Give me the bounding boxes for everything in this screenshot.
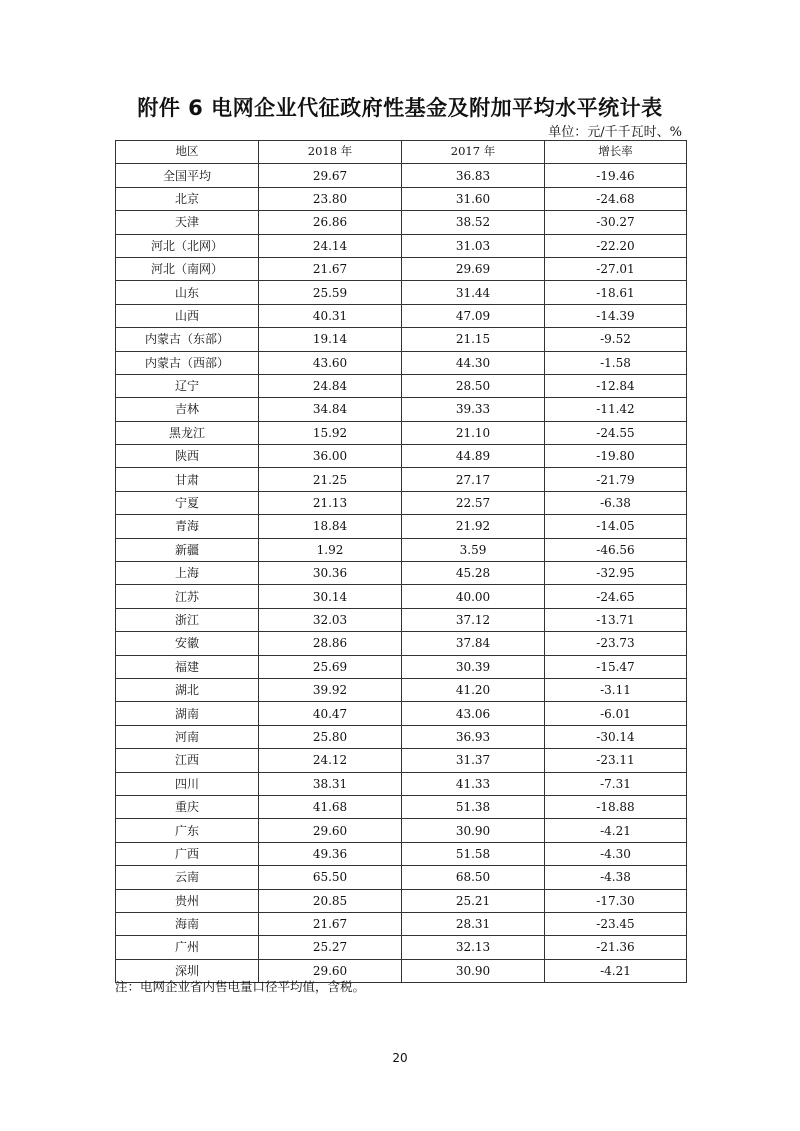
cell-2017: 38.52 <box>402 211 545 234</box>
cell-region: 黑龙江 <box>116 421 259 444</box>
header-2017: 2017 年 <box>402 141 545 164</box>
cell-2018: 40.47 <box>259 702 402 725</box>
cell-region: 安徽 <box>116 632 259 655</box>
cell-2018: 23.80 <box>259 187 402 210</box>
cell-2018: 20.85 <box>259 889 402 912</box>
cell-2017: 28.50 <box>402 374 545 397</box>
cell-2017: 51.58 <box>402 842 545 865</box>
cell-2018: 40.31 <box>259 304 402 327</box>
table-row <box>116 912 687 935</box>
cell-region: 云南 <box>116 866 259 889</box>
table-row <box>116 328 687 351</box>
cell-growth-rate: -14.05 <box>545 515 687 538</box>
table-row <box>116 468 687 491</box>
cell-growth-rate: -24.68 <box>545 187 687 210</box>
cell-2018: 21.13 <box>259 491 402 514</box>
cell-2017: 31.44 <box>402 281 545 304</box>
table-row <box>116 304 687 327</box>
cell-2017: 37.12 <box>402 608 545 631</box>
table-row <box>116 515 687 538</box>
cell-growth-rate: -13.71 <box>545 608 687 631</box>
cell-2017: 30.90 <box>402 959 545 982</box>
cell-2017: 32.13 <box>402 936 545 959</box>
table-row <box>116 562 687 585</box>
header-growth-rate: 增长率 <box>545 141 687 164</box>
cell-growth-rate: -4.21 <box>545 819 687 842</box>
cell-2017: 31.37 <box>402 749 545 772</box>
cell-growth-rate: -19.46 <box>545 164 687 187</box>
cell-growth-rate: -4.38 <box>545 866 687 889</box>
cell-region: 北京 <box>116 187 259 210</box>
cell-2017: 37.84 <box>402 632 545 655</box>
cell-region: 上海 <box>116 562 259 585</box>
cell-2017: 41.33 <box>402 772 545 795</box>
cell-2018: 15.92 <box>259 421 402 444</box>
cell-growth-rate: -27.01 <box>545 257 687 280</box>
cell-region: 海南 <box>116 912 259 935</box>
cell-2017: 44.30 <box>402 351 545 374</box>
cell-2017: 47.09 <box>402 304 545 327</box>
cell-region: 陕西 <box>116 445 259 468</box>
cell-2017: 40.00 <box>402 585 545 608</box>
cell-2018: 25.69 <box>259 655 402 678</box>
cell-region: 内蒙古（东部） <box>116 328 259 351</box>
cell-2017: 30.90 <box>402 819 545 842</box>
cell-growth-rate: -21.36 <box>545 936 687 959</box>
cell-growth-rate: -18.61 <box>545 281 687 304</box>
table-row <box>116 819 687 842</box>
cell-region: 辽宁 <box>116 374 259 397</box>
cell-2018: 36.00 <box>259 445 402 468</box>
cell-2017: 43.06 <box>402 702 545 725</box>
document-title: 附件 6 电网企业代征政府性基金及附加平均水平统计表 <box>137 96 663 120</box>
cell-growth-rate: -23.45 <box>545 912 687 935</box>
cell-region: 新疆 <box>116 538 259 561</box>
cell-growth-rate: -30.14 <box>545 725 687 748</box>
cell-growth-rate: -21.79 <box>545 468 687 491</box>
cell-2017: 51.38 <box>402 795 545 818</box>
table-row <box>116 445 687 468</box>
cell-growth-rate: -6.01 <box>545 702 687 725</box>
cell-2017: 30.39 <box>402 655 545 678</box>
table-row <box>116 164 687 187</box>
cell-region: 吉林 <box>116 398 259 421</box>
cell-2018: 25.27 <box>259 936 402 959</box>
cell-2018: 29.60 <box>259 819 402 842</box>
cell-2018: 28.86 <box>259 632 402 655</box>
cell-2017: 68.50 <box>402 866 545 889</box>
cell-growth-rate: -12.84 <box>545 374 687 397</box>
cell-growth-rate: -6.38 <box>545 491 687 514</box>
cell-region: 浙江 <box>116 608 259 631</box>
cell-growth-rate: -1.58 <box>545 351 687 374</box>
cell-growth-rate: -4.30 <box>545 842 687 865</box>
cell-region: 天津 <box>116 211 259 234</box>
cell-2018: 21.67 <box>259 257 402 280</box>
cell-region: 贵州 <box>116 889 259 912</box>
header-region: 地区 <box>116 141 259 164</box>
cell-2017: 21.15 <box>402 328 545 351</box>
cell-growth-rate: -3.11 <box>545 678 687 701</box>
cell-region: 全国平均 <box>116 164 259 187</box>
cell-region: 湖北 <box>116 678 259 701</box>
cell-growth-rate: -9.52 <box>545 328 687 351</box>
cell-region: 四川 <box>116 772 259 795</box>
cell-2018: 19.14 <box>259 328 402 351</box>
footnote: 注：电网企业省内售电量口径平均值，含税。 <box>115 979 366 994</box>
cell-region: 山西 <box>116 304 259 327</box>
table-row <box>116 842 687 865</box>
page-number: 20 <box>392 1051 408 1065</box>
cell-region: 江西 <box>116 749 259 772</box>
cell-2018: 38.31 <box>259 772 402 795</box>
cell-region: 河北（北网） <box>116 234 259 257</box>
table-row <box>116 187 687 210</box>
cell-region: 宁夏 <box>116 491 259 514</box>
cell-2017: 28.31 <box>402 912 545 935</box>
table-row <box>116 491 687 514</box>
cell-2017: 39.33 <box>402 398 545 421</box>
cell-growth-rate: -11.42 <box>545 398 687 421</box>
cell-2017: 31.60 <box>402 187 545 210</box>
table-row <box>116 281 687 304</box>
cell-2017: 31.03 <box>402 234 545 257</box>
cell-growth-rate: -32.95 <box>545 562 687 585</box>
table-row <box>116 538 687 561</box>
cell-2018: 43.60 <box>259 351 402 374</box>
cell-2018: 32.03 <box>259 608 402 631</box>
cell-growth-rate: -24.55 <box>545 421 687 444</box>
cell-2017: 27.17 <box>402 468 545 491</box>
cell-2018: 18.84 <box>259 515 402 538</box>
table-row <box>116 725 687 748</box>
cell-2018: 21.67 <box>259 912 402 935</box>
table-row <box>116 585 687 608</box>
cell-region: 山东 <box>116 281 259 304</box>
cell-region: 江苏 <box>116 585 259 608</box>
table-row <box>116 234 687 257</box>
cell-2018: 39.92 <box>259 678 402 701</box>
cell-2017: 29.69 <box>402 257 545 280</box>
cell-2018: 24.14 <box>259 234 402 257</box>
table-body <box>116 164 687 983</box>
table-row <box>116 655 687 678</box>
cell-2018: 30.14 <box>259 585 402 608</box>
cell-growth-rate: -7.31 <box>545 772 687 795</box>
cell-2017: 44.89 <box>402 445 545 468</box>
cell-2017: 3.59 <box>402 538 545 561</box>
header-2018: 2018 年 <box>259 141 402 164</box>
cell-region: 河南 <box>116 725 259 748</box>
statistics-table <box>115 140 687 983</box>
cell-growth-rate: -19.80 <box>545 445 687 468</box>
table-row <box>116 351 687 374</box>
table-row <box>116 398 687 421</box>
table-row <box>116 795 687 818</box>
cell-growth-rate: -17.30 <box>545 889 687 912</box>
cell-2018: 41.68 <box>259 795 402 818</box>
cell-region: 河北（南网） <box>116 257 259 280</box>
cell-region: 深圳 <box>116 959 259 982</box>
cell-region: 广州 <box>116 936 259 959</box>
table-row <box>116 772 687 795</box>
cell-growth-rate: -22.20 <box>545 234 687 257</box>
cell-2018: 29.67 <box>259 164 402 187</box>
cell-growth-rate: -15.47 <box>545 655 687 678</box>
table-row <box>116 866 687 889</box>
cell-2018: 34.84 <box>259 398 402 421</box>
cell-2018: 26.86 <box>259 211 402 234</box>
cell-2018: 21.25 <box>259 468 402 491</box>
cell-2018: 30.36 <box>259 562 402 585</box>
cell-2018: 65.50 <box>259 866 402 889</box>
cell-2018: 25.80 <box>259 725 402 748</box>
cell-2017: 25.21 <box>402 889 545 912</box>
cell-growth-rate: -30.27 <box>545 211 687 234</box>
cell-growth-rate: -18.88 <box>545 795 687 818</box>
cell-growth-rate: -46.56 <box>545 538 687 561</box>
cell-region: 甘肃 <box>116 468 259 491</box>
cell-region: 重庆 <box>116 795 259 818</box>
cell-growth-rate: -4.21 <box>545 959 687 982</box>
table-row <box>116 632 687 655</box>
table-row <box>116 749 687 772</box>
table-row <box>116 608 687 631</box>
cell-growth-rate: -24.65 <box>545 585 687 608</box>
table-header-row <box>116 141 687 164</box>
cell-2018: 25.59 <box>259 281 402 304</box>
cell-2018: 49.36 <box>259 842 402 865</box>
cell-2017: 21.92 <box>402 515 545 538</box>
cell-region: 福建 <box>116 655 259 678</box>
cell-growth-rate: -23.73 <box>545 632 687 655</box>
cell-growth-rate: -14.39 <box>545 304 687 327</box>
cell-region: 内蒙古（西部） <box>116 351 259 374</box>
cell-2017: 22.57 <box>402 491 545 514</box>
cell-2017: 21.10 <box>402 421 545 444</box>
cell-region: 广西 <box>116 842 259 865</box>
unit-label: 单位：元/千千瓦时、% <box>548 125 682 140</box>
table-row <box>116 889 687 912</box>
table-row <box>116 374 687 397</box>
cell-2017: 41.20 <box>402 678 545 701</box>
cell-region: 湖南 <box>116 702 259 725</box>
cell-2017: 45.28 <box>402 562 545 585</box>
cell-2017: 36.83 <box>402 164 545 187</box>
cell-region: 广东 <box>116 819 259 842</box>
cell-region: 青海 <box>116 515 259 538</box>
cell-2018: 24.12 <box>259 749 402 772</box>
table-row <box>116 257 687 280</box>
table-row <box>116 421 687 444</box>
cell-2018: 29.60 <box>259 959 402 982</box>
cell-2018: 1.92 <box>259 538 402 561</box>
table-row <box>116 211 687 234</box>
table-row <box>116 936 687 959</box>
table-row <box>116 702 687 725</box>
cell-2018: 24.84 <box>259 374 402 397</box>
cell-2017: 36.93 <box>402 725 545 748</box>
table-row <box>116 678 687 701</box>
cell-growth-rate: -23.11 <box>545 749 687 772</box>
